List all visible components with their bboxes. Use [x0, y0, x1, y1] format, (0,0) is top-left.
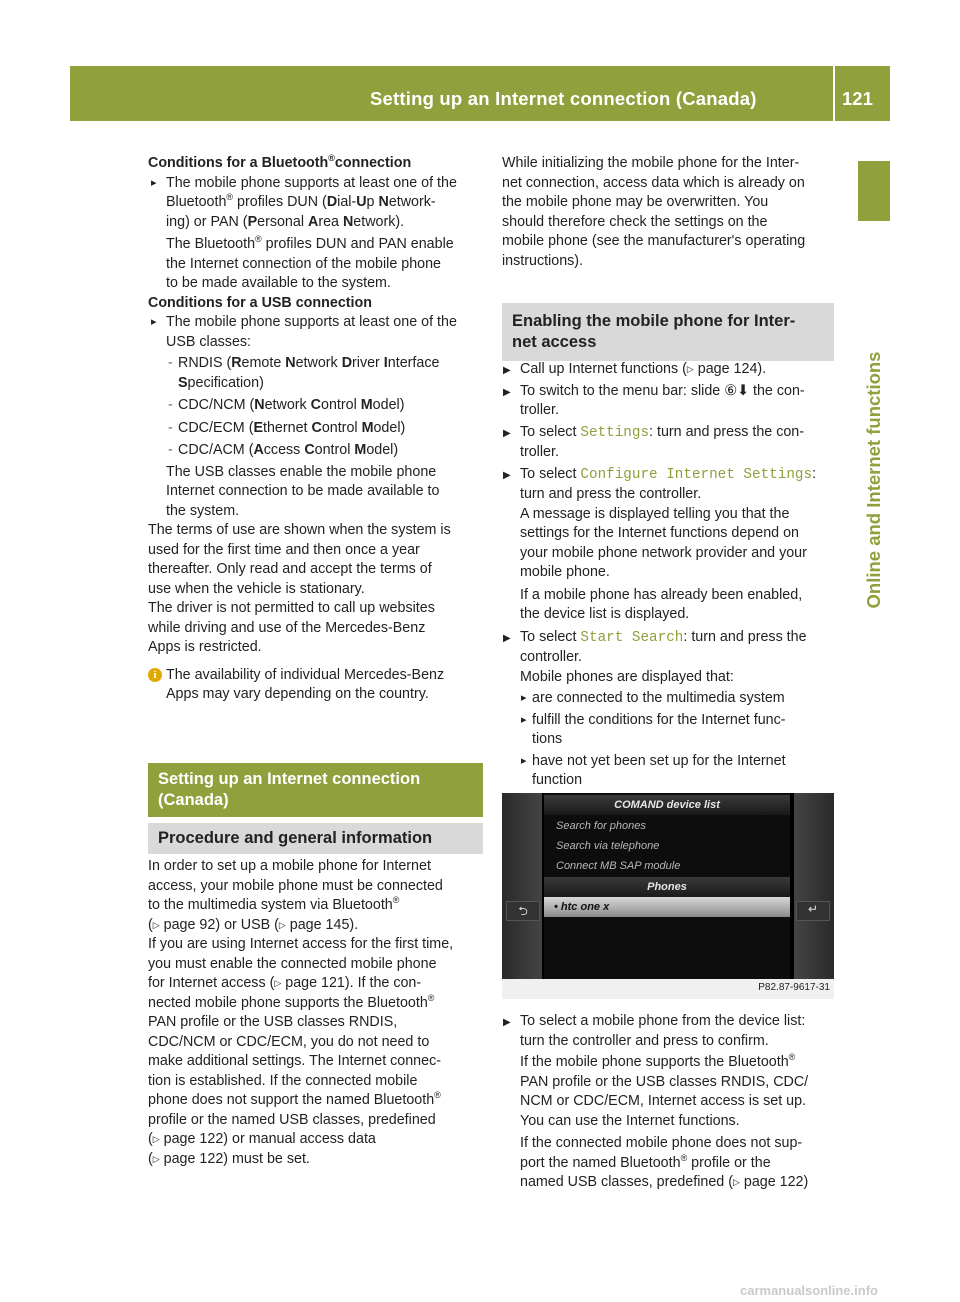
side-tab-marker [858, 161, 890, 221]
screen-title: COMAND device list [544, 795, 790, 815]
screen-item-search-phones: Search for phones [556, 820, 646, 832]
right-column-final [502, 1012, 836, 1193]
page-number: 121 [842, 88, 873, 109]
screen-item-connect-sap: Connect MB SAP module [556, 860, 681, 872]
screen-item-search-telephone: Search via telephone [556, 840, 660, 852]
screen-left-panel [502, 793, 542, 979]
subsection-heading-procedure: Procedure and general information [148, 823, 483, 854]
image-code: P82.87-9617-31 [758, 982, 830, 993]
right-column-steps [502, 360, 836, 791]
step-select-phone: ▶ To select a mobile phone from the device list: turn the controller and press to confirm. [502, 1012, 836, 1051]
page-title: Setting up an Internet connection (Canada) [370, 88, 757, 109]
usb-paragraph: The USB classes enable the mobile phone Internet connection to be made available to the system. [166, 463, 440, 519]
step-call-up: ▶ Call up Internet functions (▷ page 124). [502, 360, 836, 380]
device-list-screenshot [502, 793, 834, 999]
screen-selected-phone: • htc one x [544, 897, 790, 917]
condition-not-set-up: ▸ have not yet been set up for the Internet function [502, 752, 836, 791]
usb-class-rndis: - RNDIS (Remote Network Driver Interface Specification) [148, 354, 483, 393]
side-tab-label: Online and Internet functions [863, 351, 884, 609]
right-column [502, 154, 836, 271]
condition-fulfill: ▸ fulfill the conditions for the Internet func- tions [502, 711, 836, 750]
screen-caption-bar [502, 979, 834, 999]
procedure-paragraph: In order to set up a mobile phone for Internet access, your mobile phone must be connected to the multimedia system via Bluetooth® (▷ page 92) or USB (▷ page 145). [148, 858, 443, 933]
init-paragraph: While initializing the mobile phone for the Inter- net connection, access data which is already on the mobile phone may be overwritten. You should therefore check the settings on the mobile phone (see the manufacturer's operating instructions). [502, 155, 806, 269]
bt-heading: Conditions for a Bluetooth®connection [148, 153, 412, 171]
step-configure: ▶ To select Configure Internet Settings: turn and press the controller. A message is displayed telling you that the settings for the Internet functions depend on your mobile phone network provider and your mobile phone. [502, 465, 836, 583]
step-select-phone-fallback: If the connected mobile phone does not sup- port the named Bluetooth® profile or the named USB classes, predefined (▷ page 122) [520, 1135, 809, 1190]
bt-paragraph: The Bluetooth® profiles DUN and PAN enable the Internet connection of the mobile phone to be made available to the system. [166, 234, 454, 291]
condition-connected: ▸ are connected to the multimedia system [502, 689, 836, 709]
step-select-settings: ▶ To select Settings: turn and press the con- troller. [502, 423, 836, 463]
step-select-phone-result: If the mobile phone supports the Bluetooth® PAN profile or the USB classes RNDIS, CDC/ NCM or CDC/ECM, Internet access is set up. You can use the Internet functions. [520, 1052, 809, 1129]
subsection-heading-enabling: Enabling the mobile phone for Inter- net access [502, 303, 834, 361]
usb-class-ecm: - CDC/ECM (Ethernet Control Model) [148, 419, 483, 439]
screen-section-phones: Phones [544, 877, 790, 897]
slide-down-icon: ⑥⬇ [724, 382, 750, 399]
left-column-lower [148, 857, 483, 1169]
section-heading-internet-connection: Setting up an Internet connection (Canada) [148, 763, 483, 817]
info-icon: i [148, 668, 162, 682]
terms-paragraph: The terms of use are shown when the system is used for the first time and then once a year thereafter. Only read and accept the terms of use when the vehicle is stationary. [148, 522, 451, 597]
back-icon: ⮌ [506, 901, 540, 921]
first-time-paragraph: If you are using Internet access for the first time, you must enable the connected mobile phone for Internet access (▷ page 121). If the con- nected mobile phone supports the Bluetooth® PAN profile or the USB classes RNDIS, CDC/NCM or CDC/ECM, you do not need to make additional settings. The Internet connec- tion is established. If the connected mobile phone does not support the named Bluetooth® profile or the named USB classes, predefined (▷ page 122) or manual access data (▷ page 122) must be set. [148, 936, 454, 1167]
bt-bullet: ▸ The mobile phone supports at least one of the Bluetooth® profiles DUN (Dial-Up Network- ing) or PAN (Personal Area Network). [148, 174, 483, 233]
usb-class-acm: - CDC/ACM (Access Control Model) [148, 441, 483, 461]
usb-heading: Conditions for a USB connection [148, 294, 372, 311]
left-column [148, 154, 483, 705]
info-note: i The availability of individual Mercedes-Benz Apps may vary depending on the country. [148, 666, 483, 705]
enter-icon: ↵ [796, 901, 830, 921]
watermark: carmanualsonline.info [740, 1283, 878, 1298]
step-configure-note: If a mobile phone has already been enabled, the device list is displayed. [520, 586, 803, 622]
usb-class-ncm: - CDC/NCM (Network Control Model) [148, 396, 483, 416]
step-menu-bar: ▶ To switch to the menu bar: slide ⑥⬇ the con- troller. [502, 382, 836, 421]
screen-list [544, 793, 790, 979]
step-start-search: ▶ To select Start Search: turn and press the controller. Mobile phones are displayed that: [502, 628, 836, 688]
driver-paragraph: The driver is not permitted to call up websites while driving and use of the Mercedes-Benz Apps is restricted. [148, 600, 435, 655]
screen-right-panel [794, 793, 834, 979]
usb-bullet: ▸ The mobile phone supports at least one of the USB classes: [148, 313, 483, 352]
header-divider [833, 66, 835, 121]
